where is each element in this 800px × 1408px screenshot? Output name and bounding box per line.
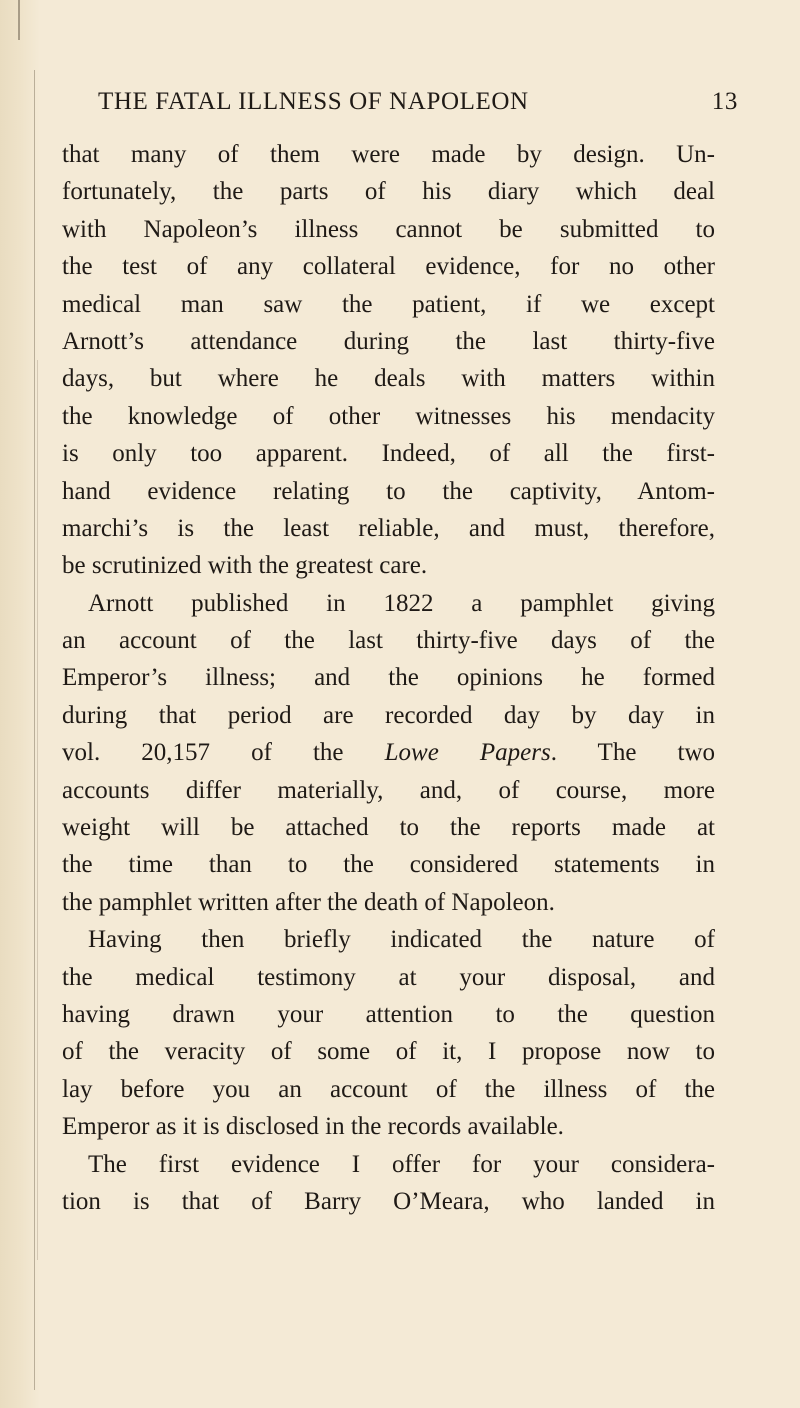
running-header	[98, 88, 738, 124]
text-line	[62, 772, 715, 809]
text-line	[62, 734, 715, 771]
text-line-content: an account of the last thirty-five days of the	[62, 627, 715, 655]
text-line-content: having drawn your attention to the question	[62, 1000, 715, 1028]
text-line	[62, 884, 715, 921]
italic-title: Lowe Papers	[384, 739, 551, 767]
gutter-edge-line	[34, 70, 35, 1390]
text-line	[62, 1108, 715, 1145]
text-line	[62, 1146, 715, 1183]
page-number: 13	[711, 88, 738, 115]
text-line	[62, 323, 715, 360]
text-line	[62, 136, 715, 173]
text-line	[62, 659, 715, 696]
text-line	[62, 697, 715, 734]
text-line-content: that many of them were made by design. Un-	[62, 141, 715, 168]
text-line	[62, 622, 715, 659]
text-line-content: Emperor as it is disclosed in the records available.	[62, 1113, 564, 1141]
text-line-content: the pamphlet written after the death of Napoleon.	[62, 888, 555, 916]
text-line-content: be scrutinized with the greatest care.	[62, 552, 428, 580]
text-line-content: hand evidence relating to the captivity, Antom-	[62, 477, 715, 505]
text-line	[62, 211, 715, 248]
text-segment: . The two	[550, 739, 715, 767]
text-line	[62, 248, 715, 285]
text-line-content	[62, 734, 715, 771]
text-line-content: lay before you an account of the illness of the	[62, 1075, 715, 1103]
text-line-content: medical man saw the patient, if we except	[62, 290, 715, 318]
body-text	[62, 136, 715, 1220]
text-line	[62, 435, 715, 472]
gutter-mark	[18, 0, 20, 40]
text-line	[62, 286, 715, 323]
text-line-content: tion is that of Barry O’Meara, who landed in	[62, 1187, 715, 1215]
text-line	[62, 510, 715, 547]
gutter-edge-line-inner	[37, 360, 38, 1260]
text-line-content: marchi’s is the least reliable, and must, therefore,	[62, 514, 715, 542]
text-line-content: the knowledge of other witnesses his mendacity	[62, 402, 715, 430]
text-line	[62, 1033, 715, 1070]
text-line-content: is only too apparent. Indeed, of all the first-	[62, 440, 715, 468]
running-title: THE FATAL ILLNESS OF NAPOLEON	[98, 88, 529, 115]
text-line	[62, 547, 715, 584]
text-line	[62, 1071, 715, 1108]
text-line-content: with Napoleon’s illness cannot be submitted to	[62, 215, 715, 243]
text-line	[62, 959, 715, 996]
text-line-content: fortunately, the parts of his diary which deal	[62, 178, 715, 206]
text-line-content: accounts differ materially, and, of course, more	[62, 776, 715, 804]
text-line-content: Having then briefly indicated the nature of	[88, 926, 715, 954]
text-line	[62, 173, 715, 210]
text-segment: vol. 20,157 of the	[62, 739, 385, 767]
text-line	[62, 398, 715, 435]
text-line-content: of the veracity of some of it, I propose now to	[62, 1038, 715, 1066]
text-line	[62, 1183, 715, 1220]
text-line	[62, 921, 715, 958]
text-line-content: the test of any collateral evidence, for no other	[62, 253, 715, 281]
text-line	[62, 473, 715, 510]
text-line-content: the time than to the considered statements in	[62, 851, 715, 879]
text-line-content: weight will be attached to the reports made at	[62, 814, 715, 842]
text-line	[62, 585, 715, 622]
text-line-content: the medical testimony at your disposal, and	[62, 963, 715, 991]
text-line-content: Emperor’s illness; and the opinions he formed	[62, 664, 715, 692]
text-line	[62, 996, 715, 1033]
text-line	[62, 360, 715, 397]
text-line-content: days, but where he deals with matters within	[62, 365, 715, 393]
text-line-content: during that period are recorded day by day in	[62, 701, 715, 729]
text-line-content: The first evidence I offer for your considera-	[88, 1150, 715, 1178]
text-line-content: Arnott published in 1822 a pamphlet giving	[88, 589, 715, 617]
text-line	[62, 846, 715, 883]
text-line-content: Arnott’s attendance during the last thirty-five	[62, 327, 715, 355]
text-line	[62, 809, 715, 846]
